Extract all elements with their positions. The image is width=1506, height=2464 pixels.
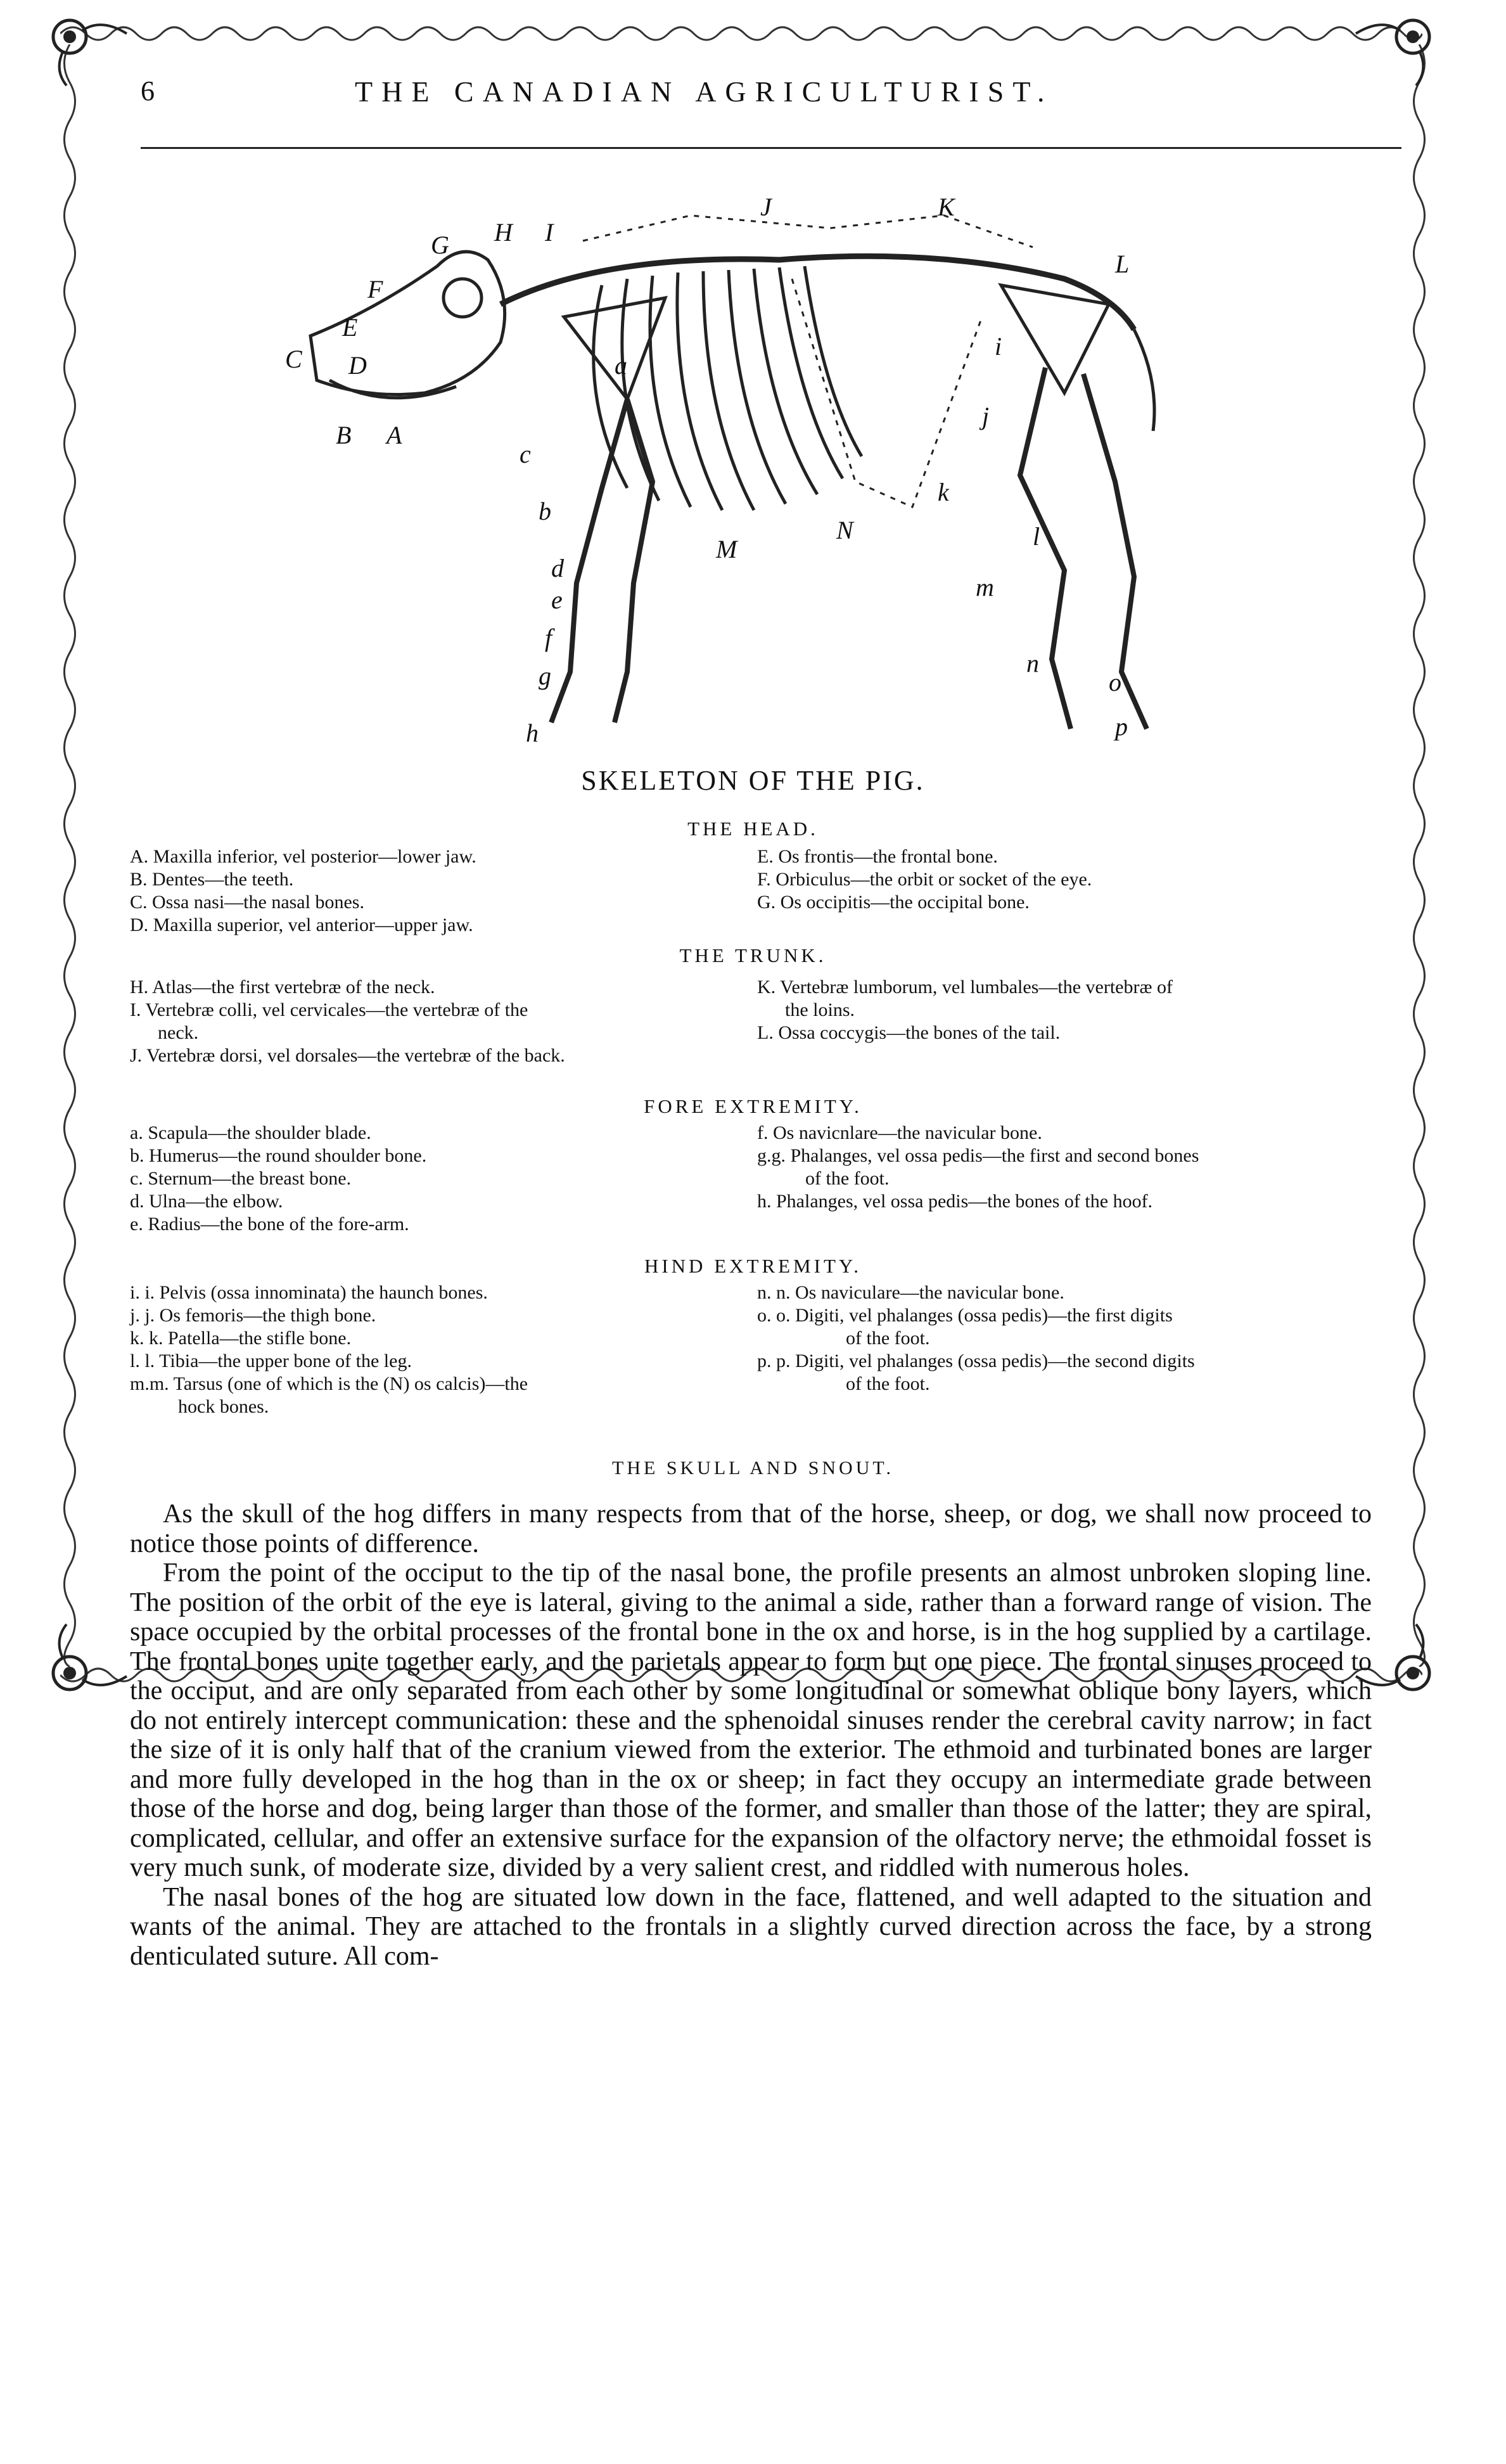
- running-title: THE CANADIAN AGRICULTURIST.: [355, 75, 1054, 108]
- legend-item-continued: hock bones.: [178, 1396, 269, 1417]
- label-I: I: [545, 218, 554, 247]
- paragraph: From the point of the occiput to the tip of the nasal bone, the profile presents an almost unbroken sloping line. The position of the orbit of the eye is lateral, giving to the animal a side, rather than a forward range of vision. The space occupied by the orbital processes of the frontal bone in the ox and horse, is in the hog supplied by a cartilage. The frontal bones unite together early, and the parietals appear to form but one piece. The frontal sinuses proceed to the occiput, and are only separated from each other by some longitudinal or somewhat oblique bony layers, which do not entirely intercept communication: these and the sphenoidal sinuses render the cerebral cavity narrow; in fact the size of it is only half that of the cranium viewed from the exterior. The ethmoid and turbinated bones are larger and more fully developed in the hog than in the ox or sheep; in fact they occupy an intermediate grade between those of the horse and dog, being larger than those of the former, and smaller than those of the latter; they are spiral, complicated, cellular, and offer an extensive surface for the expansion of the olfactory nerve; the ethmoidal fosset is very much sunk, of moderate size, divided by a very salient crest, and riddled with numerous holes.: [130, 1558, 1372, 1882]
- label-A: A: [386, 421, 402, 449]
- label-h: h: [526, 719, 539, 747]
- legend-hind-right: [757, 1281, 1378, 1396]
- label-d: d: [551, 554, 564, 582]
- legend-item: L. Ossa coccygis—the bones of the tail.: [757, 1022, 1061, 1043]
- legend-item: d. Ulna—the elbow.: [130, 1191, 283, 1212]
- legend-item: A. Maxilla inferior, vel posterior—lower jaw.: [130, 846, 476, 867]
- legend-fore-right: [757, 1122, 1378, 1213]
- label-E: E: [342, 313, 358, 342]
- legend-item: a. Scapula—the shoulder blade.: [130, 1122, 371, 1143]
- skull-outline: [310, 252, 505, 394]
- ornament-corner-top-left: [44, 11, 133, 87]
- legend-trunk-right: [757, 976, 1378, 1044]
- legend-item: h. Phalanges, vel ossa pedis—the bones of the hoof.: [757, 1191, 1153, 1212]
- ornamental-border-right: [1403, 44, 1435, 1667]
- article-body: [130, 1499, 1372, 1971]
- label-g: g: [539, 662, 551, 690]
- label-M: M: [716, 535, 737, 563]
- label-H: H: [494, 218, 513, 247]
- label-p: p: [1115, 712, 1128, 741]
- legend-trunk-left: [130, 976, 738, 1067]
- legend-item: C. Ossa nasi—the nasal bones.: [130, 892, 364, 913]
- legend-item-continued: of the foot.: [846, 1328, 930, 1349]
- legend-item: o. o. Digiti, vel phalanges (ossa pedis)—the first digits: [757, 1305, 1173, 1326]
- legend-item: G. Os occipitis—the occipital bone.: [757, 892, 1030, 913]
- legend-item: l. l. Tibia—the upper bone of the leg.: [130, 1351, 412, 1371]
- label-a: a: [615, 351, 627, 380]
- legend-item: J. Vertebræ dorsi, vel dorsales—the vertebræ of the back.: [130, 1045, 565, 1066]
- label-b: b: [539, 497, 551, 525]
- label-e: e: [551, 586, 563, 614]
- legend-hind-left: [130, 1281, 738, 1418]
- legend-head-title: THE HEAD.: [687, 818, 819, 840]
- legend-item: H. Atlas—the first vertebræ of the neck.: [130, 977, 435, 998]
- legend-item: F. Orbiculus—the orbit or socket of the eye.: [757, 869, 1092, 890]
- label-o: o: [1109, 668, 1121, 696]
- ornament-corner-bottom-left: [44, 1622, 133, 1698]
- label-N: N: [836, 516, 853, 544]
- legend-hind-title: HIND EXTREMITY.: [644, 1255, 862, 1277]
- legend-item: E. Os frontis—the frontal bone.: [757, 846, 998, 867]
- page-number: 6: [141, 75, 155, 106]
- legend-item: B. Dentes—the teeth.: [130, 869, 294, 890]
- legend-item: f. Os navicnlare—the navicular bone.: [757, 1122, 1042, 1143]
- label-i: i: [995, 332, 1002, 361]
- ornamental-border-left: [54, 44, 86, 1667]
- legend-fore-title: FORE EXTREMITY.: [644, 1095, 862, 1117]
- legend-item: i. i. Pelvis (ossa innominata) the haunch bones.: [130, 1282, 488, 1303]
- label-F: F: [367, 275, 383, 304]
- legend-item: c. Sternum—the breast bone.: [130, 1168, 352, 1189]
- pig-skeleton-illustration: [272, 190, 1235, 748]
- header-rule: [141, 147, 1401, 149]
- article-section-title: THE SKULL AND SNOUT.: [612, 1458, 894, 1479]
- label-n: n: [1026, 649, 1039, 677]
- tail: [1134, 330, 1154, 431]
- label-c: c: [520, 440, 531, 468]
- legend-item-continued: neck.: [158, 1022, 199, 1043]
- legend-item: j. j. Os femoris—the thigh bone.: [130, 1305, 376, 1326]
- legend-item-continued: the loins.: [785, 999, 855, 1020]
- label-j: j: [982, 402, 990, 430]
- legend-head-left: [130, 845, 738, 937]
- figure-caption: SKELETON OF THE PIG.: [581, 765, 925, 796]
- paragraph: As the skull of the hog differs in many respects from that of the horse, sheep, or dog, we shall now proceed to notice those points of difference.: [130, 1499, 1372, 1558]
- label-l: l: [1033, 522, 1040, 551]
- legend-item: p. p. Digiti, vel phalanges (ossa pedis)—the second digits: [757, 1351, 1195, 1371]
- legend-item: n. n. Os naviculare—the navicular bone.: [757, 1282, 1064, 1303]
- label-B: B: [336, 421, 352, 449]
- ornamental-border-top: [60, 18, 1422, 49]
- label-K: K: [938, 193, 955, 221]
- legend-head-right: [757, 845, 1378, 914]
- legend-item: k. k. Patella—the stifle bone.: [130, 1328, 352, 1349]
- label-k: k: [938, 478, 949, 506]
- label-m: m: [976, 573, 994, 601]
- legend-item: g.g. Phalanges, vel ossa pedis—the first and second bones: [757, 1145, 1199, 1166]
- eye-orbit: [444, 279, 482, 317]
- label-C: C: [285, 345, 302, 373]
- paragraph: The nasal bones of the hog are situated low down in the face, flattened, and well adapted to the situation and wants of the animal. They are attached to the frontals in a slightly curved direction across the face, by a strong denticulated suture. All com-: [130, 1882, 1372, 1971]
- label-G: G: [431, 231, 449, 259]
- label-f: f: [545, 624, 552, 652]
- legend-item: K. Vertebræ lumborum, vel lumbales—the vertebræ of: [757, 977, 1173, 998]
- legend-item: e. Radius—the bone of the fore-arm.: [130, 1214, 409, 1235]
- pelvis: [1001, 285, 1109, 393]
- label-L: L: [1115, 250, 1130, 278]
- legend-trunk-title: THE TRUNK.: [679, 944, 827, 966]
- legend-item: b. Humerus—the round shoulder bone.: [130, 1145, 427, 1166]
- label-D: D: [348, 351, 367, 380]
- legend-item-continued: of the foot.: [846, 1373, 930, 1394]
- label-J: J: [760, 193, 772, 221]
- legend-item: D. Maxilla superior, vel anterior—upper jaw.: [130, 914, 473, 935]
- ornament-corner-top-right: [1350, 11, 1438, 87]
- legend-item: I. Vertebræ colli, vel cervicales—the vertebræ of the: [130, 999, 528, 1020]
- legend-item-continued: of the foot.: [805, 1168, 890, 1189]
- legend-item: m.m. Tarsus (one of which is the (N) os calcis)—the: [130, 1373, 528, 1394]
- legend-fore-left: [130, 1122, 738, 1236]
